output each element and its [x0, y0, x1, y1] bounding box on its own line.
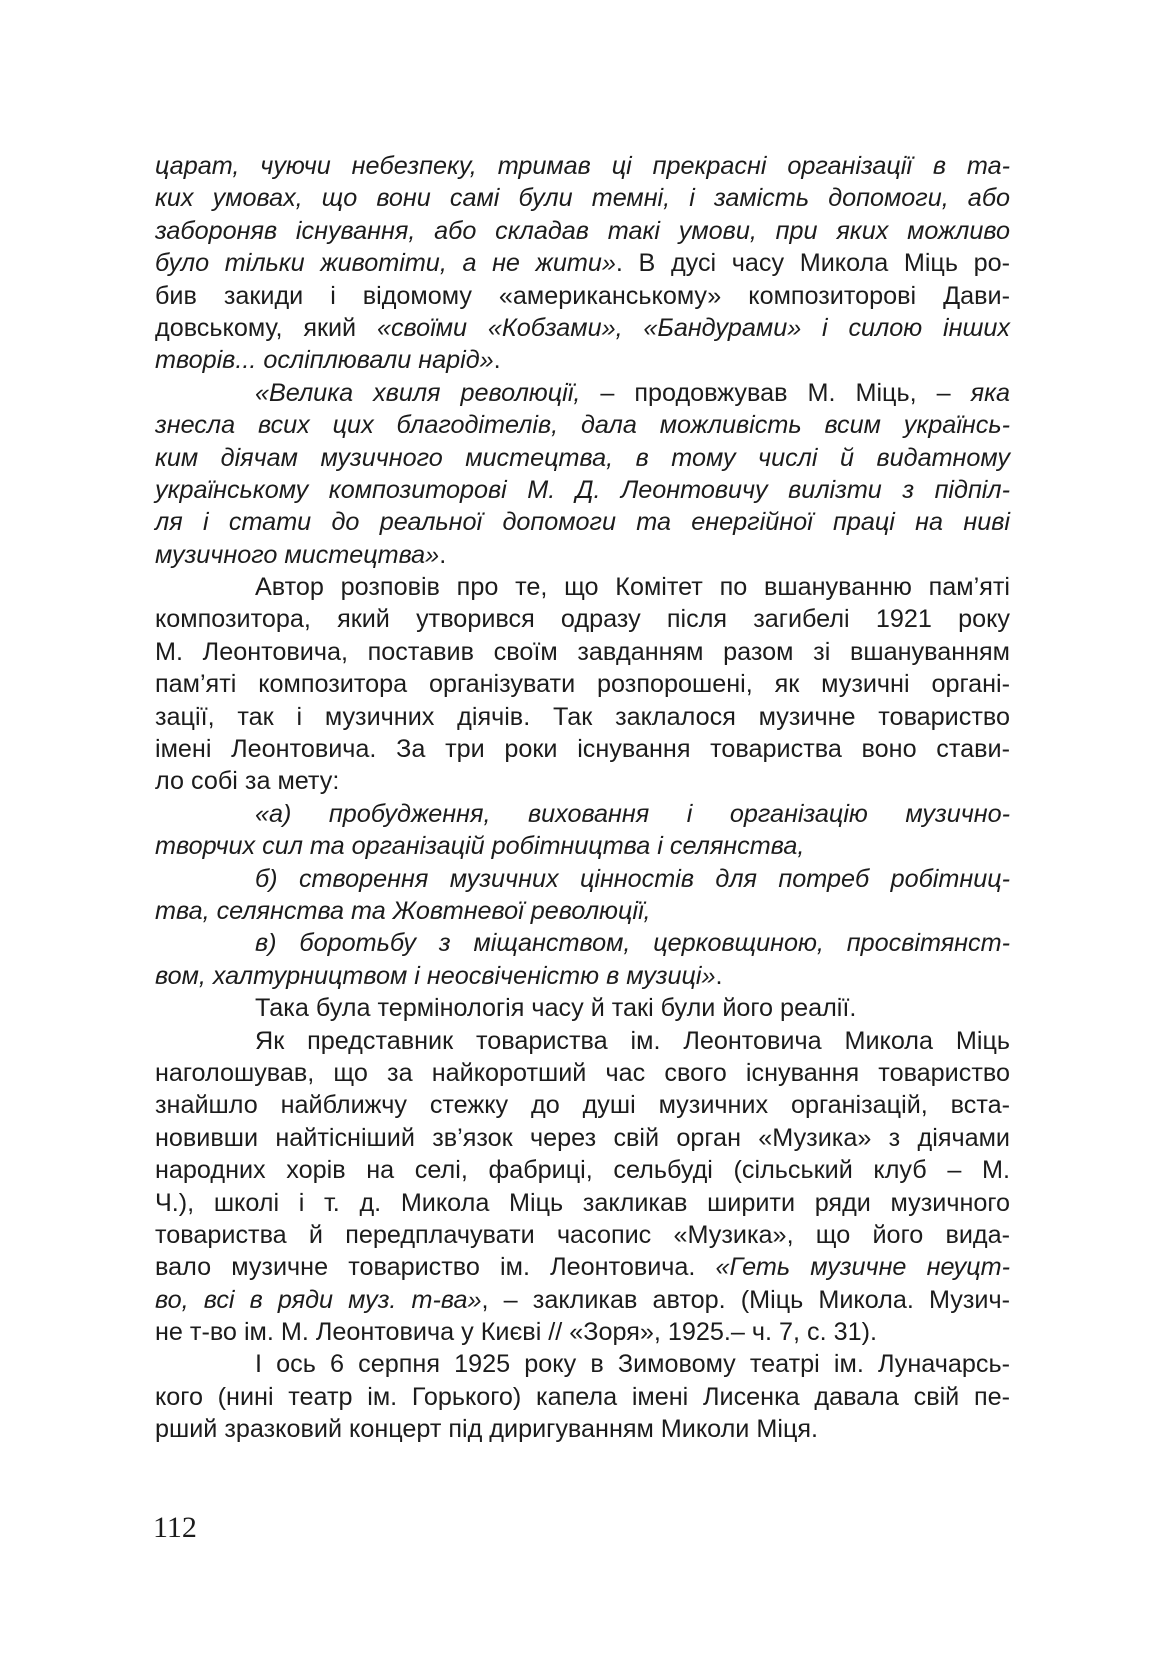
- text-run: творів... осліплювали нарід»: [155, 346, 494, 375]
- text-run: Ч.), школі і т. д. Микола Міць закликав ширити ряди музичного: [155, 1188, 1010, 1217]
- text-line: [155, 506, 1010, 538]
- text-line: [155, 992, 1010, 1024]
- text-run: народних хорів на селі, фабриці, сельбуді (сільський клуб – М.: [155, 1156, 1010, 1185]
- text-run: композитора, який утворився одразу після загибелі 1921 року: [155, 605, 1010, 634]
- text-line: [155, 409, 1010, 441]
- text-line: [155, 733, 1010, 765]
- text-line: [155, 960, 1010, 992]
- text-run: во, всі в ряди муз. т-ва»: [155, 1285, 482, 1314]
- text-line: [155, 247, 1010, 279]
- text-run: Як представник товариства ім. Леонтовича Микола Міць: [255, 1026, 1010, 1055]
- text-run: пам’яті композитора організувати розпорошені, як музичні органі-: [155, 670, 1010, 699]
- text-run: забороняв існування, або складав такі умови, при яких можливо: [155, 216, 1010, 245]
- text-run: довському, який: [155, 313, 377, 342]
- text-line: [155, 668, 1010, 700]
- text-run: б) створення музичних цінностів для потреб робітниц-: [255, 864, 1010, 893]
- text-run: вало музичне товариство ім. Леонтовича.: [155, 1253, 716, 1282]
- text-line: [155, 1154, 1010, 1186]
- text-run: було тільки животіти, а не жити»: [155, 249, 616, 278]
- text-run: українському композиторові М. Д. Леонтовичу вилізти з підпіл-: [155, 475, 1010, 504]
- text-run: музичного мистецтва»: [155, 540, 440, 569]
- text-run: – продовжував М. Міць, –: [600, 378, 971, 407]
- text-run: .: [493, 346, 501, 375]
- text-run: ло собі за мету:: [155, 767, 340, 796]
- text-line: [155, 1089, 1010, 1121]
- text-line: [155, 863, 1010, 895]
- text-run: імені Леонтовича. За три роки існування товариства воно стави-: [155, 735, 1010, 764]
- text-run: «своїми «Кобзами», «Бандурами» і силою інших: [376, 313, 1010, 342]
- text-run: яка: [970, 378, 1010, 407]
- text-run: ля і стати до реальної допомоги та енергійної праці на ниві: [155, 508, 1010, 537]
- text-run: «Велика хвиля революції,: [255, 378, 601, 407]
- text-line: [155, 571, 1010, 603]
- text-run: знесла всих цих благодітелів, дала можливість всим українсь-: [155, 411, 1010, 440]
- text-line: [155, 798, 1010, 830]
- text-line: [155, 442, 1010, 474]
- text-line: [155, 344, 1010, 376]
- text-run: наголошував, що за найкоротший час свого існування товариство: [155, 1058, 1010, 1087]
- text-line: [155, 1187, 1010, 1219]
- text-line: [155, 1122, 1010, 1154]
- text-line: [155, 830, 1010, 862]
- text-line: [155, 1284, 1010, 1316]
- text-line: [155, 474, 1010, 506]
- text-line: [155, 1251, 1010, 1283]
- text-run: Така була термінологія часу й такі були його реалії.: [255, 994, 857, 1023]
- text-line: [155, 1348, 1010, 1380]
- text-line: [155, 765, 1010, 797]
- text-line: [155, 280, 1010, 312]
- text-line: [155, 1413, 1010, 1445]
- text-line: [155, 1219, 1010, 1251]
- text-run: в) боротьбу з міщанством, церковщиною, просвітянст-: [255, 929, 1010, 958]
- text-line: [155, 215, 1010, 247]
- text-run: не т-во ім. М. Леонтовича у Києві // «Зоря», 1925.– ч. 7, с. 31).: [155, 1318, 878, 1347]
- text-run: кого (нині театр ім. Горького) капела імені Лисенка давала свій пе-: [155, 1382, 1010, 1411]
- text-run: тва, селянства та Жовтневої революції,: [155, 896, 651, 925]
- text-run: .: [715, 961, 723, 990]
- page-body: [155, 150, 1010, 1446]
- text-line: [155, 701, 1010, 733]
- text-run: .: [439, 540, 447, 569]
- text-run: , – закликав автор. (Міць Микола. Музич-: [481, 1285, 1010, 1314]
- text-run: творчих сил та організацій робітництва і селянства,: [155, 832, 805, 861]
- text-run: . В дусі часу Микола Міць ро-: [615, 249, 1010, 278]
- text-run: І ось 6 серпня 1925 року в Зимовому театрі ім. Луначарсь-: [255, 1350, 1010, 1379]
- text-run: М. Леонтовича, поставив своїм завданням разом зі вшануванням: [155, 637, 1010, 666]
- text-line: [155, 895, 1010, 927]
- text-line: [155, 636, 1010, 668]
- text-line: [155, 603, 1010, 635]
- text-line: [155, 150, 1010, 182]
- text-run: «а) пробудження, виховання і організацію музично-: [255, 799, 1010, 828]
- text-run: «Геть музичне неуцт-: [715, 1253, 1010, 1282]
- text-run: ким діячам музичного мистецтва, в тому числі й видатному: [155, 443, 1010, 472]
- text-run: товариства й передплачувати часопис «Музика», що його вида-: [155, 1220, 1010, 1249]
- text-line: [155, 1025, 1010, 1057]
- text-run: знайшло найближчу стежку до душі музичних організацій, вста-: [155, 1091, 1010, 1120]
- text-run: рший зразковий концерт під диригуванням Миколи Міця.: [155, 1415, 819, 1444]
- text-line: [155, 1057, 1010, 1089]
- text-line: [155, 312, 1010, 344]
- text-line: [155, 927, 1010, 959]
- text-run: зації, так і музичних діячів. Так заклалося музичне товариство: [155, 702, 1010, 731]
- text-run: Автор розповів про те, що Комітет по вшануванню пам’яті: [255, 573, 1010, 602]
- text-run: бив закиди і відомому «американському» композиторові Дави-: [155, 281, 1010, 310]
- text-run: новивши найтісніший зв’язок через свій орган «Музика» з діячами: [155, 1123, 1010, 1152]
- text-run: вом, халтурництвом і неосвіченістю в музиці»: [155, 961, 716, 990]
- text-line: [155, 377, 1010, 409]
- text-run: царат, чуючи небезпеку, тримав ці прекрасні організації в та-: [155, 152, 1010, 180]
- text-line: [155, 1316, 1010, 1348]
- text-line: [155, 1381, 1010, 1413]
- page-number: 112: [153, 1511, 197, 1544]
- text-line: [155, 539, 1010, 571]
- text-run: ких умовах, що вони самі були темні, і замість допомоги, або: [155, 184, 1010, 213]
- text-line: [155, 182, 1010, 214]
